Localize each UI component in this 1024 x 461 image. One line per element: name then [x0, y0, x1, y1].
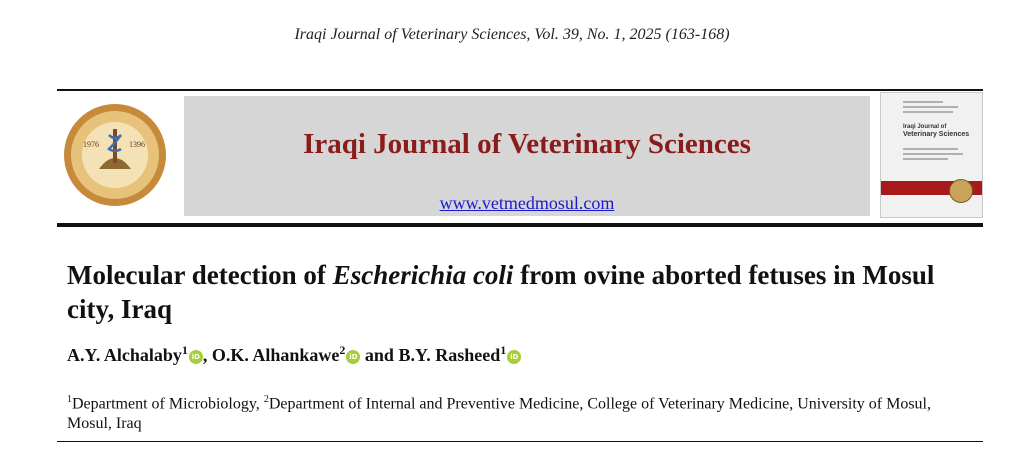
cover-text-line — [903, 111, 953, 113]
article-title-organism: Escherichia coli — [332, 260, 514, 290]
logo-year-right: 1396 — [129, 140, 145, 149]
cover-text-line — [903, 148, 958, 150]
journal-name: Iraqi Journal of Veterinary Sciences — [303, 128, 751, 160]
affiliation-bottom-rule — [57, 441, 983, 442]
orcid-icon[interactable]: iD — [507, 350, 521, 364]
author-name: O.K. Alhankawe — [211, 345, 340, 365]
cover-seal-icon — [949, 179, 973, 203]
author-name: A.Y. Alchalaby — [67, 345, 182, 365]
cover-text-line — [903, 153, 963, 155]
header-bottom-rule — [57, 223, 983, 227]
orcid-icon[interactable]: iD — [346, 350, 360, 364]
cover-text-line — [903, 158, 948, 160]
logo-year-left: 1976 — [83, 140, 99, 149]
journal-logo — [63, 103, 167, 207]
cover-text-line — [903, 101, 943, 103]
author-affiliation-mark: 2 — [339, 343, 346, 357]
running-head: Iraqi Journal of Veterinary Sciences, Vol. 39, No. 1, 2025 (163-168) — [294, 26, 730, 43]
orcid-icon[interactable]: iD — [189, 350, 203, 364]
author-affiliation-mark: 1 — [181, 343, 188, 357]
author-name: B.Y. Rasheed — [398, 345, 501, 365]
affiliations: $^1$Department of Microbiology, $^2$Department of Internal and Preventive Medicine, College of Veterinary Medicine, University of Mosul, Mosul, Iraq — [67, 394, 931, 433]
header-top-rule — [57, 89, 983, 91]
article-title: Molecular detection of Escherichia coli from ovine aborted fetuses in Mosul city, Iraq — [67, 260, 935, 324]
author-list: A.Y. Alchalaby$^1$ iD , O.K. Alhankawe$^2$ iD and B.Y. Rasheed$^1$ iD — [67, 343, 521, 366]
journal-banner — [184, 96, 870, 216]
cover-title: Iraqi Journal of Veterinary Sciences — [903, 124, 970, 138]
cover-text-line — [903, 106, 958, 108]
journal-cover-thumbnail — [880, 92, 983, 218]
journal-url-link[interactable]: www.vetmedmosul.com — [439, 193, 615, 213]
author-affiliation-mark: 1 — [500, 343, 507, 357]
